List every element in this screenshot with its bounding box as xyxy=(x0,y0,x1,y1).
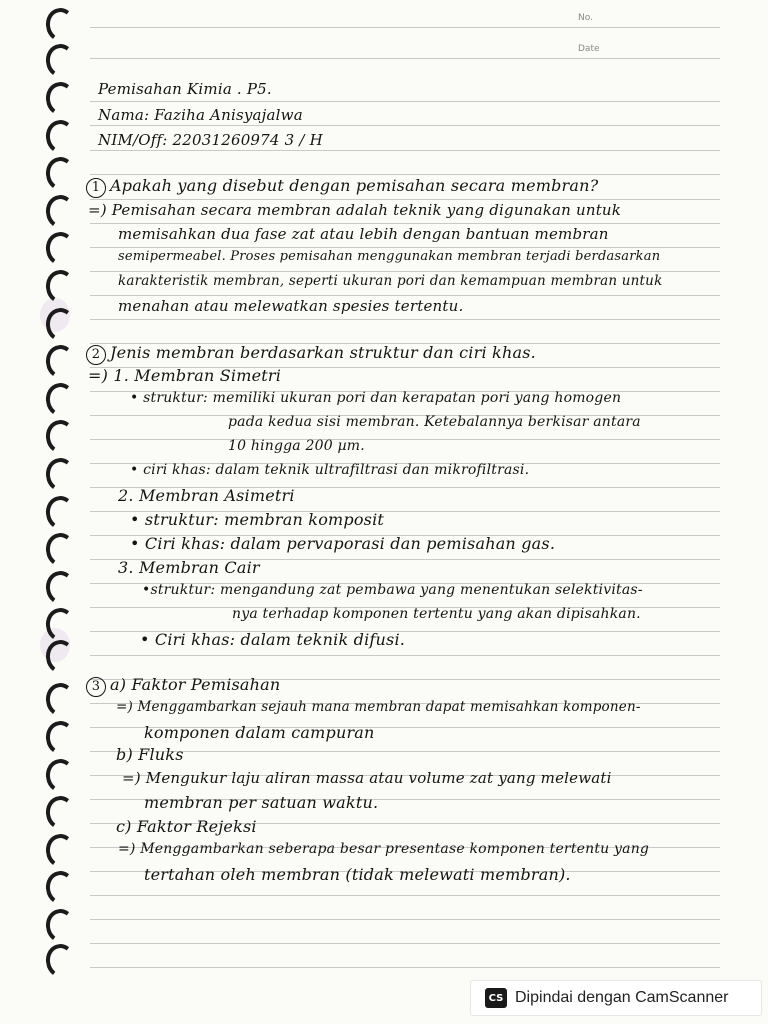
spiral-ring-icon xyxy=(43,193,78,232)
ruled-line xyxy=(90,174,720,175)
membrane-1-heading: =) 1. Membran Simetri xyxy=(88,366,282,385)
factor-line: =) Menggambarkan sejauh mana membran dapat memisahkan komponen- xyxy=(116,699,641,715)
spiral-ring-icon xyxy=(43,230,78,269)
membrane-3-structure: nya terhadap komponen tertentu yang akan dipisahkan. xyxy=(232,606,641,622)
date-label: Date xyxy=(578,44,600,54)
ruled-line xyxy=(90,150,720,151)
spiral-ring-icon xyxy=(43,942,78,981)
spiral-ring-icon xyxy=(43,343,78,382)
spiral-ring-icon xyxy=(43,494,78,533)
spiral-ring-icon xyxy=(43,681,78,720)
camscanner-badge xyxy=(470,980,762,1016)
spiral-ring-icon xyxy=(43,832,78,871)
spiral-ring-icon xyxy=(43,418,78,457)
answer-1-line: menahan atau melewatkan spesies tertentu. xyxy=(118,297,464,315)
answer-1-line: memisahkan dua fase zat atau lebih dengan bantuan membran xyxy=(118,225,609,243)
spiral-ring-icon xyxy=(43,719,78,758)
flux-line: =) Mengukur laju aliran massa atau volume zat yang melewati xyxy=(122,769,612,787)
question-2-text: Jenis membran berdasarkan struktur dan ciri khas. xyxy=(110,343,536,362)
spiral-ring-icon xyxy=(43,569,78,608)
ruled-line xyxy=(90,895,720,896)
ruled-line xyxy=(90,101,720,102)
answer-1-line: =) Pemisahan secara membran adalah teknik yang digunakan untuk xyxy=(88,201,622,219)
spiral-ring-icon xyxy=(43,907,78,946)
name-line: Nama: Faziha Anisyajalwa xyxy=(98,106,303,124)
flux-heading: b) Fluks xyxy=(116,745,184,764)
rejection-line: tertahan oleh membran (tidak melewati membran). xyxy=(144,865,571,884)
nim-line: NIM/Off: 22031260974 3 / H xyxy=(98,131,323,149)
membrane-3-heading: 3. Membran Cair xyxy=(118,558,260,577)
ruled-line xyxy=(90,247,720,248)
spiral-ring-icon xyxy=(43,869,78,908)
membrane-1-feature: • ciri khas: dalam teknik ultrafiltrasi dan mikrofiltrasi. xyxy=(130,462,530,478)
spiral-ring-icon xyxy=(43,42,78,81)
membrane-1-structure: 10 hingga 200 µm. xyxy=(228,438,365,454)
spiral-ring-icon xyxy=(43,757,78,796)
ruled-line xyxy=(90,919,720,920)
ruled-line xyxy=(90,58,720,59)
question-1 xyxy=(86,176,598,198)
spiral-ring-icon xyxy=(43,531,78,570)
ruled-line xyxy=(90,223,720,224)
membrane-1-structure: • struktur: memiliki ukuran pori dan kerapatan pori yang homogen xyxy=(130,390,622,406)
ruled-line xyxy=(90,199,720,200)
spiral-ring-icon xyxy=(43,155,78,194)
camscanner-text: Dipindai dengan CamScanner xyxy=(515,989,729,1006)
ruled-line xyxy=(90,271,720,272)
answer-1-line: karakteristik membran, seperti ukuran pori dan kemampuan membran untuk xyxy=(118,273,663,289)
ruled-line xyxy=(90,655,720,656)
membrane-2-feature: • Ciri khas: dalam pervaporasi dan pemisahan gas. xyxy=(130,534,556,553)
question-2 xyxy=(86,343,536,365)
ruled-line xyxy=(90,27,720,28)
question-3a-heading: a) Faktor Pemisahan xyxy=(110,675,281,694)
ruled-line xyxy=(90,439,720,440)
membrane-2-structure: • struktur: membran komposit xyxy=(130,510,385,529)
rejection-heading: c) Faktor Rejeksi xyxy=(116,817,257,836)
spiral-ring-icon xyxy=(43,6,78,45)
ruled-line xyxy=(90,295,720,296)
no-label: No. xyxy=(578,13,593,23)
factor-line: komponen dalam campuran xyxy=(144,723,375,742)
camscanner-logo-icon: CS xyxy=(485,988,507,1008)
spiral-ring-icon xyxy=(43,794,78,833)
number-circle-icon: 3 xyxy=(86,677,106,697)
number-circle-icon: 2 xyxy=(86,345,106,365)
membrane-3-feature: • Ciri khas: dalam teknik difusi. xyxy=(140,630,406,649)
question-3 xyxy=(86,675,280,697)
spiral-ring-icon xyxy=(43,381,78,420)
number-circle-icon: 1 xyxy=(86,178,106,198)
ruled-line xyxy=(90,751,720,752)
ruled-line xyxy=(90,319,720,320)
ruled-line xyxy=(90,943,720,944)
membrane-1-structure: pada kedua sisi membran. Ketebalannya berkisar antara xyxy=(228,414,641,430)
ruled-line xyxy=(90,967,720,968)
membrane-2-heading: 2. Membran Asimetri xyxy=(118,486,295,505)
membrane-3-structure: •struktur: mengandung zat pembawa yang menentukan selektivitas- xyxy=(142,582,643,598)
question-1-text: Apakah yang disebut dengan pemisahan secara membran? xyxy=(110,176,599,195)
title-line: Pemisahan Kimia . P5. xyxy=(98,80,272,98)
ruled-line xyxy=(90,125,720,126)
answer-1-line: semipermeabel. Proses pemisahan menggunakan membran terjadi berdasarkan xyxy=(118,249,661,264)
spiral-ring-icon xyxy=(43,118,78,157)
spiral-ring-icon xyxy=(43,456,78,495)
spiral-ring-icon xyxy=(43,80,78,119)
flux-line: membran per satuan waktu. xyxy=(144,793,379,812)
rejection-line: =) Menggambarkan seberapa besar presentase komponen tertentu yang xyxy=(118,841,650,857)
